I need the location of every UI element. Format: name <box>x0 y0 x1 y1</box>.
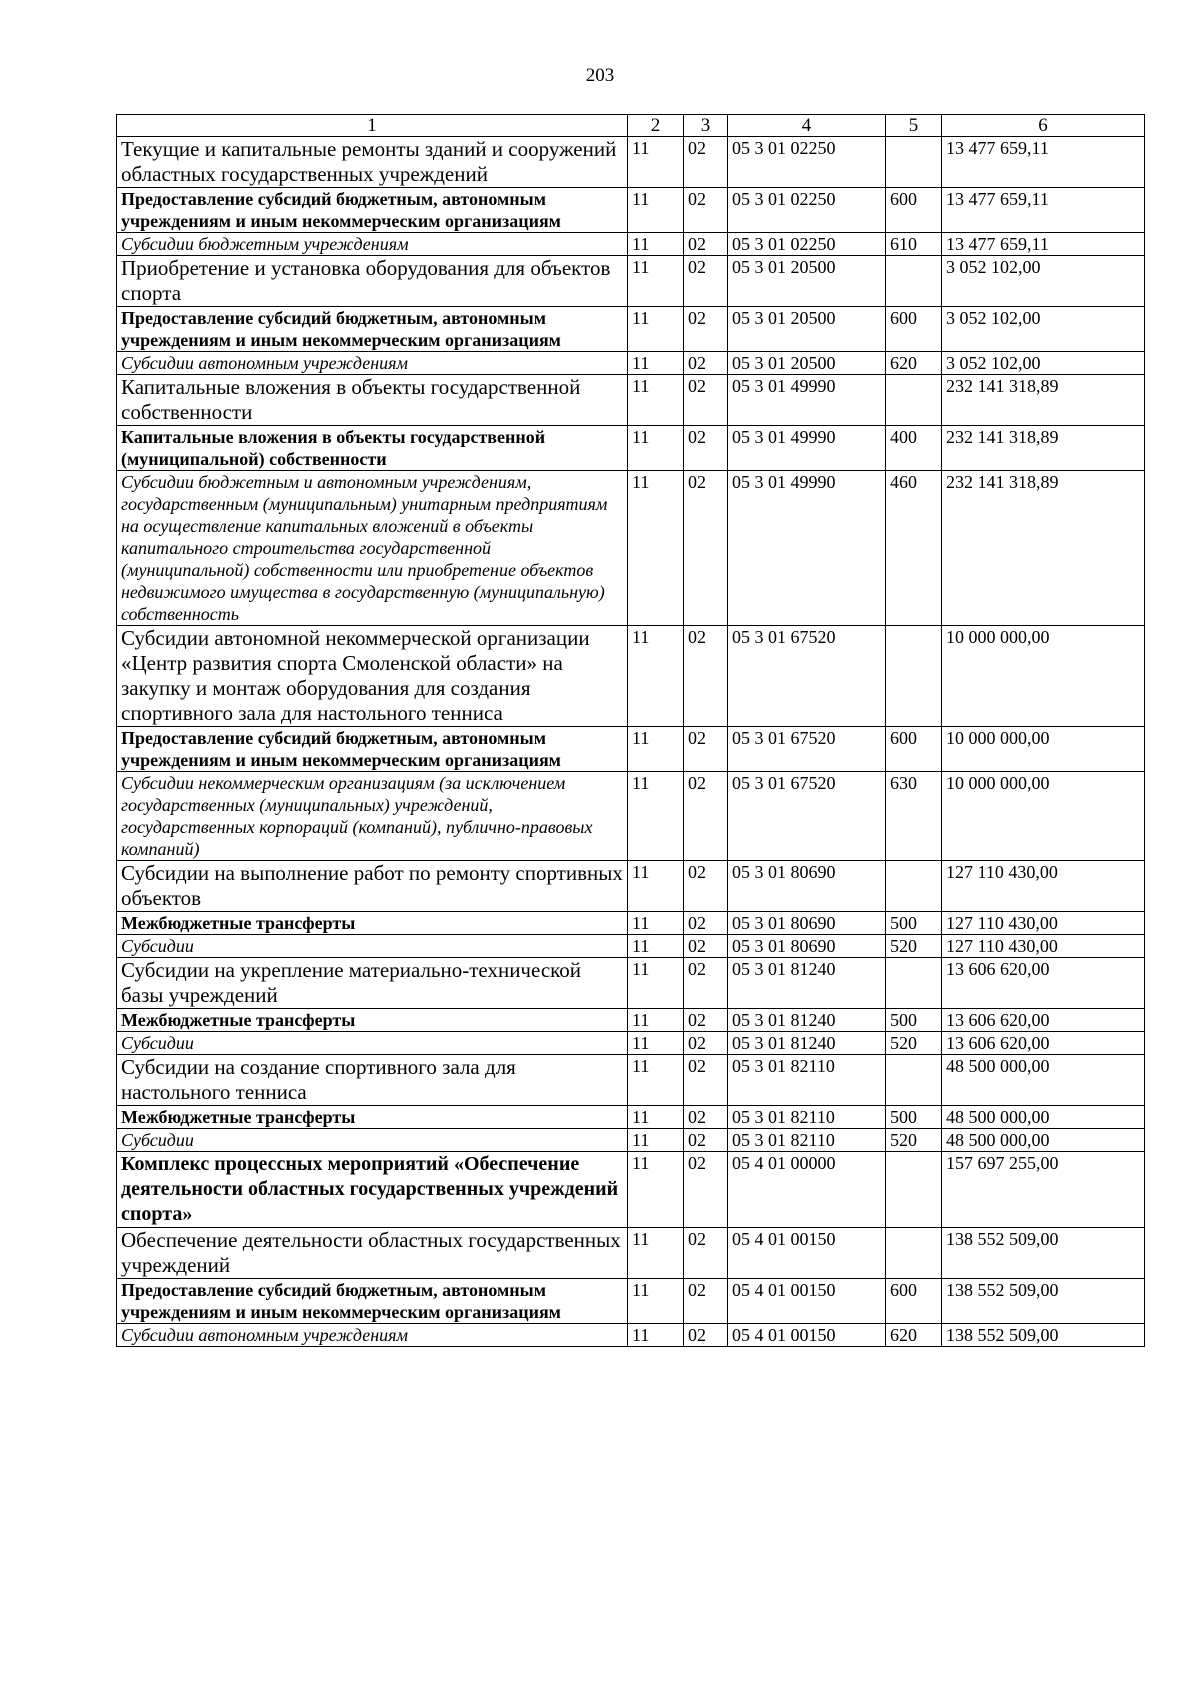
table-row <box>117 375 1145 426</box>
row-name: Приобретение и установка оборудования для объектов спорта <box>117 256 628 307</box>
row-section: 11 <box>628 772 684 861</box>
row-expense-type <box>886 1055 942 1106</box>
row-amount: 3 052 102,00 <box>942 256 1145 307</box>
row-subsection: 02 <box>684 1129 728 1152</box>
budget-table <box>116 114 1145 1347</box>
row-amount: 127 110 430,00 <box>942 861 1145 912</box>
row-subsection: 02 <box>684 626 728 727</box>
row-expense-type: 600 <box>886 1279 942 1324</box>
row-section: 11 <box>628 935 684 958</box>
row-amount: 48 500 000,00 <box>942 1129 1145 1152</box>
row-name: Обеспечение деятельности областных государственных учреждений <box>117 1228 628 1279</box>
row-expense-type <box>886 1228 942 1279</box>
row-target-article: 05 3 01 20500 <box>728 352 886 375</box>
table-row <box>117 1279 1145 1324</box>
row-expense-type: 600 <box>886 188 942 233</box>
row-subsection: 02 <box>684 256 728 307</box>
row-section: 11 <box>628 188 684 233</box>
row-target-article: 05 3 01 20500 <box>728 256 886 307</box>
row-expense-type <box>886 256 942 307</box>
row-subsection: 02 <box>684 1228 728 1279</box>
row-section: 11 <box>628 727 684 772</box>
table-row <box>117 307 1145 352</box>
row-section: 11 <box>628 861 684 912</box>
row-target-article: 05 4 01 00150 <box>728 1324 886 1347</box>
row-amount: 138 552 509,00 <box>942 1279 1145 1324</box>
table-row <box>117 912 1145 935</box>
row-section: 11 <box>628 233 684 256</box>
table-row <box>117 1032 1145 1055</box>
row-target-article: 05 4 01 00150 <box>728 1228 886 1279</box>
row-subsection: 02 <box>684 375 728 426</box>
row-amount: 10 000 000,00 <box>942 727 1145 772</box>
table-row <box>117 352 1145 375</box>
row-target-article: 05 3 01 81240 <box>728 1032 886 1055</box>
row-amount: 232 141 318,89 <box>942 375 1145 426</box>
row-target-article: 05 3 01 02250 <box>728 233 886 256</box>
row-section: 11 <box>628 1032 684 1055</box>
row-name: Предоставление субсидий бюджетным, автономным учреждениям и иным некоммерческим организациям <box>117 1279 628 1324</box>
table-row <box>117 188 1145 233</box>
table-row <box>117 861 1145 912</box>
row-expense-type: 600 <box>886 307 942 352</box>
row-amount: 13 606 620,00 <box>942 1032 1145 1055</box>
row-amount: 13 477 659,11 <box>942 188 1145 233</box>
row-amount: 138 552 509,00 <box>942 1324 1145 1347</box>
column-header-5: 5 <box>886 115 942 137</box>
table-row <box>117 727 1145 772</box>
row-section: 11 <box>628 375 684 426</box>
row-name: Субсидии <box>117 935 628 958</box>
table-row <box>117 233 1145 256</box>
row-subsection: 02 <box>684 772 728 861</box>
table-body <box>117 137 1145 1347</box>
row-section: 11 <box>628 1055 684 1106</box>
row-amount: 13 477 659,11 <box>942 137 1145 188</box>
row-expense-type: 500 <box>886 912 942 935</box>
column-header-2: 2 <box>628 115 684 137</box>
row-name: Субсидии <box>117 1129 628 1152</box>
row-expense-type: 520 <box>886 1032 942 1055</box>
row-target-article: 05 3 01 81240 <box>728 1009 886 1032</box>
row-subsection: 02 <box>684 471 728 626</box>
row-subsection: 02 <box>684 1009 728 1032</box>
row-expense-type <box>886 958 942 1009</box>
row-section: 11 <box>628 1009 684 1032</box>
row-expense-type: 460 <box>886 471 942 626</box>
row-section: 11 <box>628 1129 684 1152</box>
row-expense-type <box>886 626 942 727</box>
row-target-article: 05 3 01 67520 <box>728 727 886 772</box>
row-section: 11 <box>628 1324 684 1347</box>
row-subsection: 02 <box>684 426 728 471</box>
row-name: Капитальные вложения в объекты государственной собственности <box>117 375 628 426</box>
row-name: Субсидии бюджетным и автономным учреждениям, государственным (муниципальным) унитарным предприятиям на осуществление капитальных вложений в объекты капитального строительства государственной (муниципальной) собственности или приобретение объектов недвижимого имущества в государственную (муниципальную) собственность <box>117 471 628 626</box>
table-row <box>117 772 1145 861</box>
row-subsection: 02 <box>684 307 728 352</box>
column-header-1: 1 <box>117 115 628 137</box>
table-row <box>117 1324 1145 1347</box>
row-target-article: 05 3 01 80690 <box>728 861 886 912</box>
row-target-article: 05 3 01 82110 <box>728 1106 886 1129</box>
column-header-4: 4 <box>728 115 886 137</box>
row-expense-type: 620 <box>886 352 942 375</box>
row-section: 11 <box>628 137 684 188</box>
row-name: Предоставление субсидий бюджетным, автономным учреждениям и иным некоммерческим организациям <box>117 188 628 233</box>
row-target-article: 05 3 01 82110 <box>728 1129 886 1152</box>
row-section: 11 <box>628 912 684 935</box>
row-expense-type: 400 <box>886 426 942 471</box>
column-header-6: 6 <box>942 115 1145 137</box>
row-section: 11 <box>628 626 684 727</box>
column-header-3: 3 <box>684 115 728 137</box>
row-amount: 232 141 318,89 <box>942 426 1145 471</box>
row-amount: 13 606 620,00 <box>942 958 1145 1009</box>
row-target-article: 05 3 01 67520 <box>728 772 886 861</box>
row-name: Субсидии на выполнение работ по ремонту спортивных объектов <box>117 861 628 912</box>
row-subsection: 02 <box>684 1279 728 1324</box>
row-expense-type: 630 <box>886 772 942 861</box>
row-subsection: 02 <box>684 935 728 958</box>
row-subsection: 02 <box>684 727 728 772</box>
row-name: Межбюджетные трансферты <box>117 1009 628 1032</box>
row-amount: 10 000 000,00 <box>942 772 1145 861</box>
table-row <box>117 1129 1145 1152</box>
row-expense-type <box>886 861 942 912</box>
table-row <box>117 1055 1145 1106</box>
table-row <box>117 626 1145 727</box>
row-name: Предоставление субсидий бюджетным, автономным учреждениям и иным некоммерческим организациям <box>117 307 628 352</box>
row-expense-type: 520 <box>886 935 942 958</box>
row-section: 11 <box>628 471 684 626</box>
row-name: Субсидии автономной некоммерческой организации «Центр развития спорта Смоленской области» на закупку и монтаж оборудования для создания спортивного зала для настольного тенниса <box>117 626 628 727</box>
row-name: Субсидии бюджетным учреждениям <box>117 233 628 256</box>
table-row <box>117 256 1145 307</box>
row-target-article: 05 4 01 00150 <box>728 1279 886 1324</box>
row-name: Субсидии <box>117 1032 628 1055</box>
row-target-article: 05 4 01 00000 <box>728 1152 886 1228</box>
row-subsection: 02 <box>684 233 728 256</box>
row-amount: 127 110 430,00 <box>942 912 1145 935</box>
row-target-article: 05 3 01 82110 <box>728 1055 886 1106</box>
row-section: 11 <box>628 307 684 352</box>
row-expense-type: 600 <box>886 727 942 772</box>
row-subsection: 02 <box>684 1324 728 1347</box>
row-amount: 48 500 000,00 <box>942 1055 1145 1106</box>
row-subsection: 02 <box>684 1032 728 1055</box>
table-row <box>117 1152 1145 1228</box>
row-section: 11 <box>628 958 684 1009</box>
row-section: 11 <box>628 426 684 471</box>
row-subsection: 02 <box>684 137 728 188</box>
row-section: 11 <box>628 1279 684 1324</box>
table-row <box>117 471 1145 626</box>
row-name: Субсидии на укрепление материально-технической базы учреждений <box>117 958 628 1009</box>
row-target-article: 05 3 01 49990 <box>728 375 886 426</box>
row-name: Капитальные вложения в объекты государственной (муниципальной) собственности <box>117 426 628 471</box>
row-expense-type <box>886 1152 942 1228</box>
row-name: Текущие и капитальные ремонты зданий и сооружений областных государственных учреждений <box>117 137 628 188</box>
table-row <box>117 1009 1145 1032</box>
table-row <box>117 137 1145 188</box>
row-amount: 127 110 430,00 <box>942 935 1145 958</box>
row-amount: 157 697 255,00 <box>942 1152 1145 1228</box>
table-row <box>117 958 1145 1009</box>
row-amount: 3 052 102,00 <box>942 307 1145 352</box>
row-section: 11 <box>628 352 684 375</box>
row-expense-type: 610 <box>886 233 942 256</box>
row-name: Комплекс процессных мероприятий «Обеспечение деятельности областных государственных учреждений спорта» <box>117 1152 628 1228</box>
row-target-article: 05 3 01 02250 <box>728 188 886 233</box>
row-subsection: 02 <box>684 1152 728 1228</box>
row-target-article: 05 3 01 49990 <box>728 426 886 471</box>
row-section: 11 <box>628 1228 684 1279</box>
row-subsection: 02 <box>684 188 728 233</box>
row-name: Субсидии автономным учреждениям <box>117 352 628 375</box>
row-amount: 138 552 509,00 <box>942 1228 1145 1279</box>
row-name: Межбюджетные трансферты <box>117 1106 628 1129</box>
row-section: 11 <box>628 1152 684 1228</box>
table-row <box>117 935 1145 958</box>
row-target-article: 05 3 01 80690 <box>728 912 886 935</box>
row-section: 11 <box>628 1106 684 1129</box>
table-header-row <box>117 115 1145 137</box>
row-target-article: 05 3 01 20500 <box>728 307 886 352</box>
row-amount: 13 606 620,00 <box>942 1009 1145 1032</box>
row-amount: 3 052 102,00 <box>942 352 1145 375</box>
table-row <box>117 1106 1145 1129</box>
row-target-article: 05 3 01 02250 <box>728 137 886 188</box>
table-row <box>117 1228 1145 1279</box>
row-target-article: 05 3 01 49990 <box>728 471 886 626</box>
row-subsection: 02 <box>684 958 728 1009</box>
row-target-article: 05 3 01 67520 <box>728 626 886 727</box>
row-section: 11 <box>628 256 684 307</box>
row-name: Субсидии некоммерческим организациям (за исключением государственных (муниципальных) учреждений, государственных корпораций (компаний), публично-правовых компаний) <box>117 772 628 861</box>
row-amount: 13 477 659,11 <box>942 233 1145 256</box>
row-expense-type: 500 <box>886 1106 942 1129</box>
row-expense-type: 620 <box>886 1324 942 1347</box>
row-target-article: 05 3 01 80690 <box>728 935 886 958</box>
row-subsection: 02 <box>684 1106 728 1129</box>
row-expense-type: 520 <box>886 1129 942 1152</box>
row-name: Межбюджетные трансферты <box>117 912 628 935</box>
page-number: 203 <box>585 65 615 86</box>
row-name: Предоставление субсидий бюджетным, автономным учреждениям и иным некоммерческим организациям <box>117 727 628 772</box>
row-name: Субсидии автономным учреждениям <box>117 1324 628 1347</box>
row-subsection: 02 <box>684 861 728 912</box>
row-expense-type <box>886 375 942 426</box>
row-amount: 10 000 000,00 <box>942 626 1145 727</box>
row-subsection: 02 <box>684 352 728 375</box>
row-subsection: 02 <box>684 912 728 935</box>
row-amount: 232 141 318,89 <box>942 471 1145 626</box>
row-subsection: 02 <box>684 1055 728 1106</box>
row-amount: 48 500 000,00 <box>942 1106 1145 1129</box>
row-expense-type: 500 <box>886 1009 942 1032</box>
table-row <box>117 426 1145 471</box>
row-name: Субсидии на создание спортивного зала для настольного тенниса <box>117 1055 628 1106</box>
row-expense-type <box>886 137 942 188</box>
row-target-article: 05 3 01 81240 <box>728 958 886 1009</box>
